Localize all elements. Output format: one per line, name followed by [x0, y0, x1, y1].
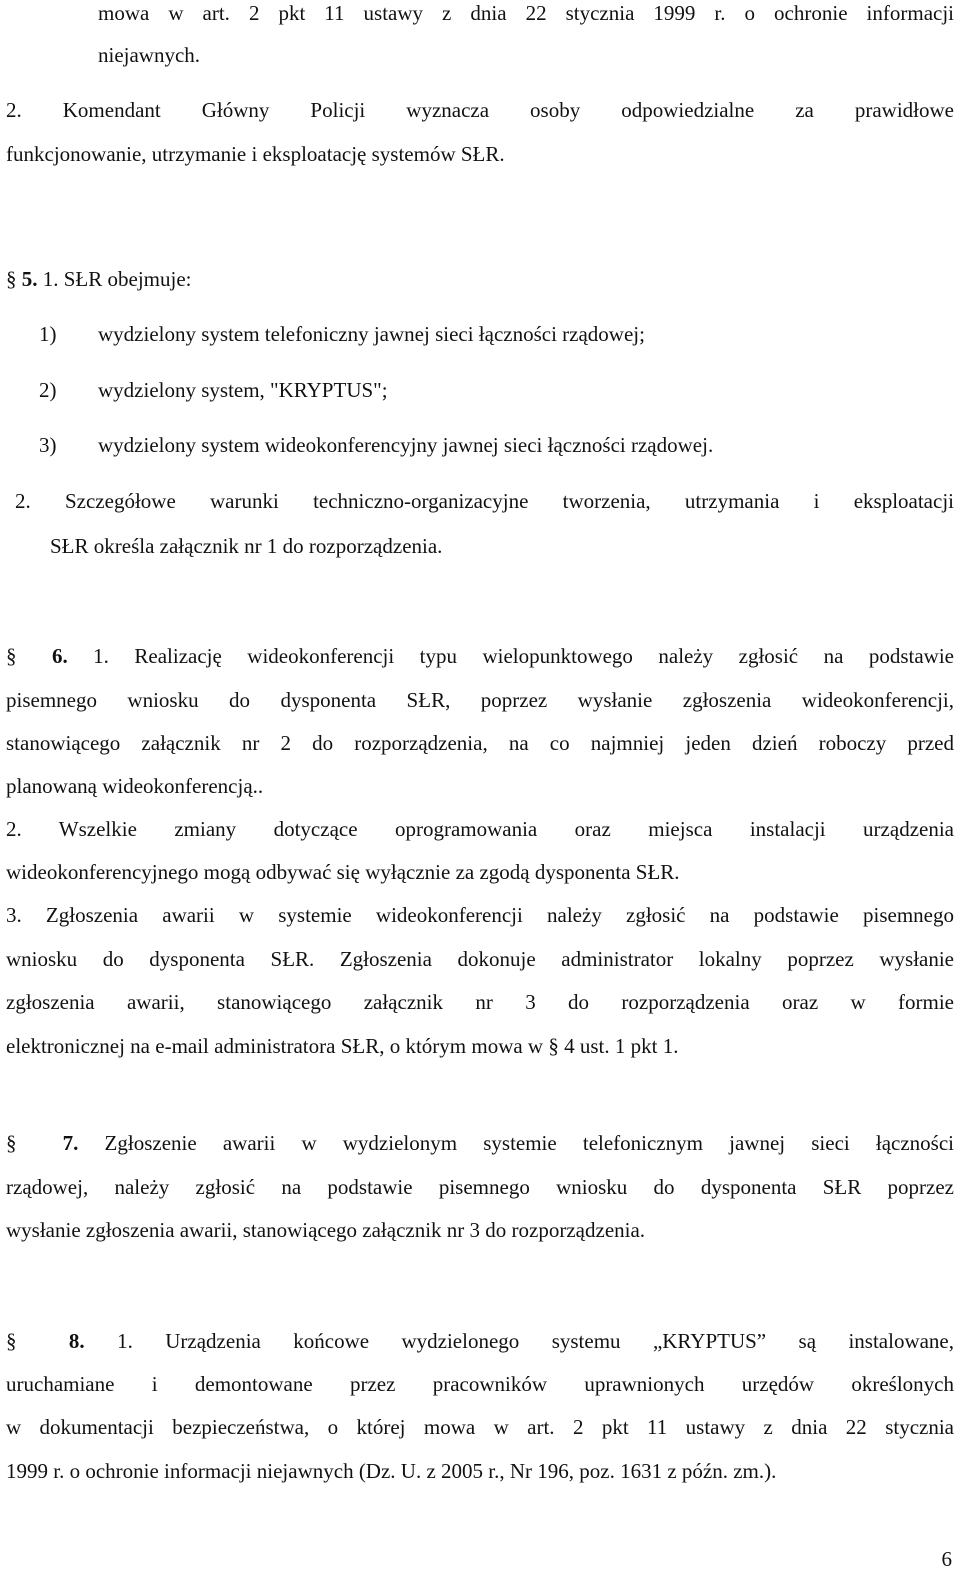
- paragraph-8-heading: [6, 1327, 954, 1355]
- text-line: wniosku do dysponenta SŁR. Zgłoszenia dokonuje administrator lokalny poprzez wysłanie: [6, 947, 954, 971]
- text-line: 1999 r. o ochronie informacji niejawnych (Dz. U. z 2005 r., Nr 196, poz. 1631 z późn. zm.).: [6, 1459, 777, 1483]
- paragraph-number: 6.: [51, 644, 68, 668]
- text-line: wysłanie zgłoszenia awarii, stanowiącego załącznik nr 3 do rozporządzenia.: [6, 1218, 646, 1242]
- list-item-number: 3): [39, 433, 57, 457]
- text-line: w dokumentacji bezpieczeństwa, o której mowa w art. 2 pkt 11 ustawy z dnia 22 stycznia: [6, 1415, 954, 1439]
- section-sign: §: [6, 267, 17, 291]
- paragraph-number: 8.: [68, 1329, 85, 1353]
- section-sign: §: [6, 644, 17, 668]
- paragraph-6-heading: [6, 642, 954, 670]
- list-item-text: wydzielony system telefoniczny jawnej sieci łączności rządowej;: [98, 322, 645, 346]
- text-line: funkcjonowanie, utrzymanie i eksploatację systemów SŁR.: [6, 142, 505, 166]
- paragraph-intro: 1. SŁR obejmuje:: [37, 267, 192, 291]
- text-line: elektronicznej na e-mail administratora SŁR, o którym mowa w § 4 ust. 1 pkt 1.: [6, 1034, 679, 1058]
- list-item-number: 1): [39, 322, 57, 346]
- text-line: 2. Wszelkie zmiany dotyczące oprogramowania oraz miejsca instalacji urządzenia: [6, 817, 954, 841]
- text-line: rządowej, należy zgłosić na podstawie pisemnego wniosku do dysponenta SŁR poprzez: [6, 1175, 954, 1199]
- paragraph-number: 5.: [21, 267, 38, 291]
- text-line: 3. Zgłoszenia awarii w systemie wideokonferencji należy zgłosić na podstawie pisemnego: [6, 903, 954, 927]
- section-sign: §: [6, 1131, 17, 1155]
- paragraph-7-heading: [6, 1129, 954, 1157]
- text-line: niejawnych.: [98, 43, 201, 67]
- text-line: pisemnego wniosku do dysponenta SŁR, poprzez wysłanie zgłoszenia wideokonferencji,: [6, 688, 954, 712]
- list-item-number: 2): [39, 378, 57, 402]
- text-line: stanowiącego załącznik nr 2 do rozporządzenia, na co najmniej jeden dzień roboczy przed: [6, 731, 954, 755]
- text-line: mowa w art. 2 pkt 11 ustawy z dnia 22 stycznia 1999 r. o ochronie informacji: [98, 1, 954, 25]
- list-item-text: wydzielony system wideokonferencyjny jawnej sieci łączności rządowej.: [98, 433, 714, 457]
- paragraph-text: 1. Urządzenia końcowe wydzielonego systemu „KRYPTUS” są instalowane,: [84, 1329, 954, 1353]
- paragraph-text: 1. Realizację wideokonferencji typu wielopunktowego należy zgłosić na podstawie: [67, 644, 955, 668]
- section-sign: §: [6, 1329, 17, 1353]
- text-line: uruchamiane i demontowane przez pracowników uprawnionych urzędów określonych: [6, 1372, 954, 1396]
- text-line: 2. Szczegółowe warunki techniczno-organizacyjne tworzenia, utrzymania i eksploatacji: [15, 489, 954, 513]
- text-line: zgłoszenia awarii, stanowiącego załącznik nr 3 do rozporządzenia oraz w formie: [6, 990, 954, 1014]
- text-line: SŁR określa załącznik nr 1 do rozporządzenia.: [50, 534, 443, 558]
- list-item-text: wydzielony system, "KRYPTUS";: [98, 378, 388, 402]
- paragraph-number: 7.: [62, 1131, 79, 1155]
- text-line: planowaną wideokonferencją..: [6, 774, 264, 798]
- paragraph-text: Zgłoszenie awarii w wydzielonym systemie telefonicznym jawnej sieci łączności: [78, 1131, 955, 1155]
- page-number: 6: [941, 1547, 952, 1571]
- text-line: 2. Komendant Główny Policji wyznacza osoby odpowiedzialne za prawidłowe: [6, 98, 954, 122]
- text-line: wideokonferencyjnego mogą odbywać się wyłącznie za zgodą dysponenta SŁR.: [6, 860, 680, 884]
- paragraph-5-heading: [6, 265, 192, 293]
